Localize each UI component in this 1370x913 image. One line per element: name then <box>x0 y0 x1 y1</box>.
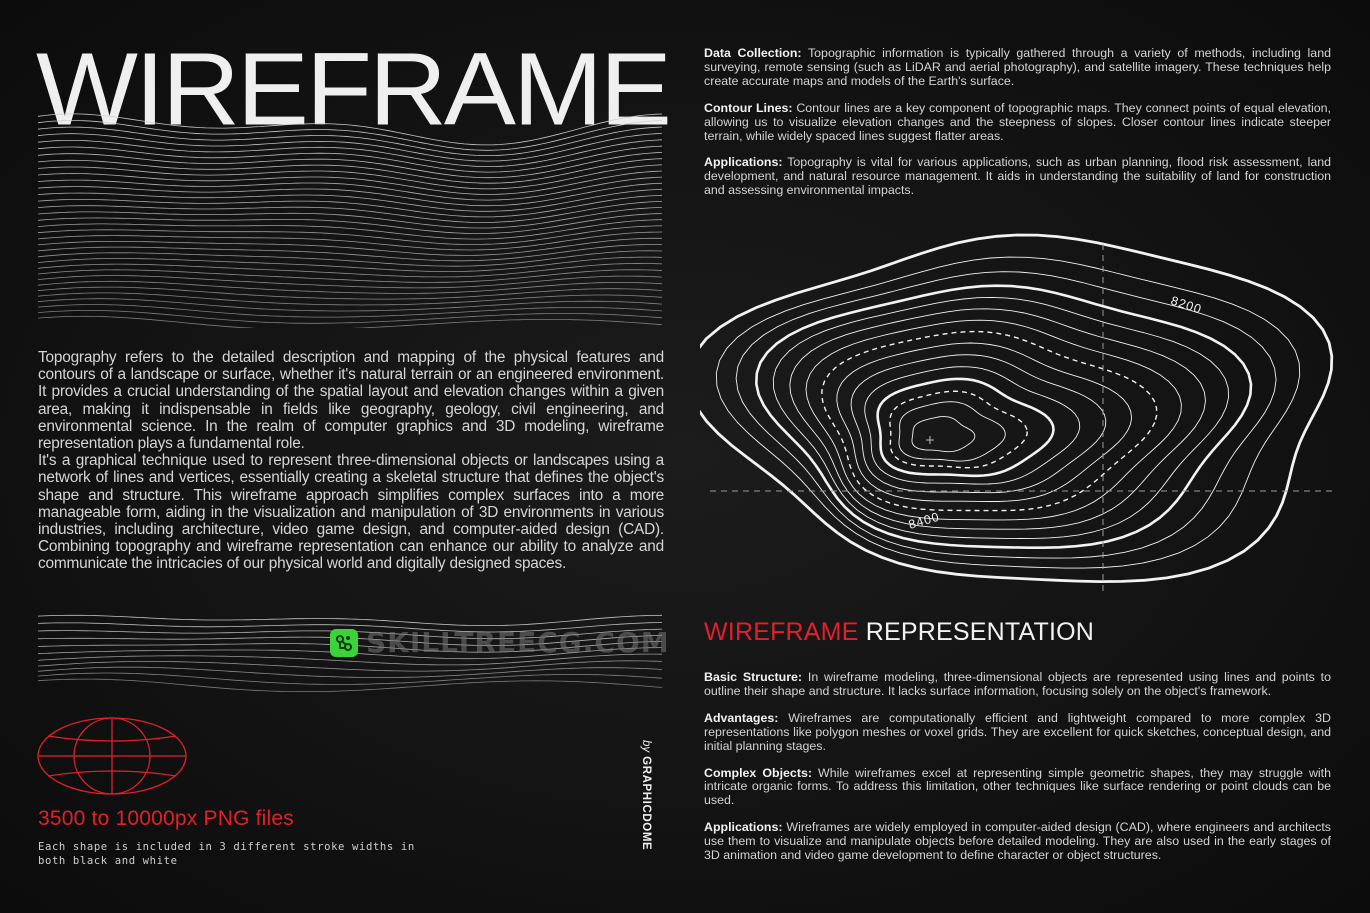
byline-brand: GRAPHICDOME <box>640 756 652 851</box>
contour-line <box>899 402 1005 461</box>
info-item <box>704 102 1331 144</box>
rep-text: In wireframe modeling, three-dimensional objects are represented using lines and points to outline their shape and structure. It lacks surface information, focusing solely on the object's framework. <box>704 670 1331 698</box>
rep-term: Complex Objects: <box>704 765 812 780</box>
terrain-line <box>38 679 662 692</box>
rep-text: Wireframes are widely employed in computer-aided design (CAD), where engineers and architects use them to visualize and manipulate objects before detailed modeling. They are also used in the early stages of 3D animation and video game development to define character or object structures. <box>704 820 1331 863</box>
page-title: WIREFRAME <box>36 31 669 147</box>
file-specs-title: 3500 to 10000px PNG files <box>38 807 294 830</box>
terrain-line <box>38 208 662 229</box>
contour-line <box>912 417 975 452</box>
byline-by: by <box>640 740 652 753</box>
wireframe-terrain-top <box>38 100 664 328</box>
terrain-line <box>38 146 662 172</box>
intro-text <box>38 349 664 573</box>
contour-label-lower: 8400 <box>906 509 942 532</box>
file-specs-note: Each shape is included in 3 different stroke widths in both black and white <box>38 841 415 867</box>
info-item <box>704 156 1331 198</box>
terrain-line <box>38 201 662 222</box>
info-term: Data Collection: <box>704 46 802 60</box>
terrain-line <box>38 661 662 671</box>
rep-item <box>704 671 1331 699</box>
representation-title-white: REPRESENTATION <box>865 618 1095 646</box>
terrain-line <box>38 114 662 145</box>
terrain-line <box>38 615 662 625</box>
rep-term: Advantages: <box>704 710 779 725</box>
terrain-line <box>38 673 662 685</box>
terrain-line <box>38 214 662 234</box>
terrain-line <box>38 316 662 328</box>
rep-item <box>704 821 1331 863</box>
contour-label-upper: 8200 <box>1169 293 1204 317</box>
rep-text: While wireframes excel at representing simple geometric shapes, they may struggle with intricate organic forms. To address this limitation, other techniques like surface rendering or point clouds can be used. <box>704 765 1331 808</box>
topography-info <box>704 47 1331 211</box>
info-term: Contour Lines: <box>704 100 793 115</box>
info-item <box>704 47 1331 89</box>
byline <box>640 740 668 870</box>
rep-text: Wireframes are computationally efficient and lightweight compared to more complex 3D representations like polygon meshes or voxel grids. They are excellent for quick sketches, conceptual design, and initial planning stages. <box>704 710 1331 753</box>
rep-item <box>704 712 1331 754</box>
info-term: Applications: <box>704 155 783 170</box>
info-text: Topographic information is typically gathered through a variety of methods, including land surveying, remote sensing (such as LiDAR and aerial photography), and satellite imagery. These techniques help create accurate maps and models of the Earth's surface. <box>704 46 1331 88</box>
info-text: Topography is vital for various applications, such as urban planning, flood risk assessment, land development, and natural resource management. It aids in understanding the suitability of land for construction and assessing environmental impacts. <box>704 155 1331 198</box>
terrain-line <box>38 220 662 239</box>
contour-line <box>806 320 1181 520</box>
representation-info <box>704 671 1331 876</box>
watermark-text: SKILLTREECG.COM <box>366 626 670 659</box>
rep-term: Applications: <box>704 820 783 835</box>
globe-icon <box>36 716 188 796</box>
contour-line <box>716 257 1299 568</box>
terrain-line <box>38 623 662 633</box>
info-text: Contour lines are a key component of topographic maps. They connect points of equal elevation, allowing us to visualize elevation changes and the steepness of slopes. Closer contour lines indicate steeper terrain, while widely spaced lines suggest flatter areas. <box>704 100 1332 143</box>
terrain-line <box>38 629 662 639</box>
intro-paragraph-1: Topography refers to the detailed description and mapping of the physical features and contours of a landscape or surface, whether it's natural terrain or an engineered environment. It provides a crucial understanding of the spatial layout and elevation changes within a given area, making it indispensable in fields like geography, geology, civil engineering, and environmental science. In the realm of computer graphics and 3D modeling, wireframe representation plays a fundamental role. <box>38 349 664 453</box>
rep-item <box>704 767 1331 809</box>
contour-line <box>837 343 1132 502</box>
intro-paragraph-2: It's a graphical technique used to represent three-dimensional objects or landscapes using a network of lines and vertices, essentially creating a skeletal structure that defines the object's shape and structure. This wireframe approach simplifies complex surfaces into a more manageable form, aiding in the visualization and manipulation of 3D environments in various industries, including architecture, video game design, and computer-aided design (CAD). Combining topography and wireframe representation can enhance our ability to analyze and communicate the intricacies of our physical world and digitally designed spaces. <box>38 452 664 573</box>
rep-term: Basic Structure: <box>704 670 803 684</box>
contour-map <box>700 232 1335 592</box>
contour-line <box>790 309 1206 529</box>
terrain-line <box>38 635 662 645</box>
representation-title-red: WIREFRAME <box>704 618 859 646</box>
contour-line <box>865 367 1080 484</box>
terrain-line <box>38 667 662 677</box>
representation-title <box>704 618 1094 647</box>
wireframe-terrain-bottom <box>38 612 664 692</box>
terrain-line <box>38 152 662 177</box>
contour-line <box>756 286 1251 548</box>
terrain-line <box>38 648 662 659</box>
